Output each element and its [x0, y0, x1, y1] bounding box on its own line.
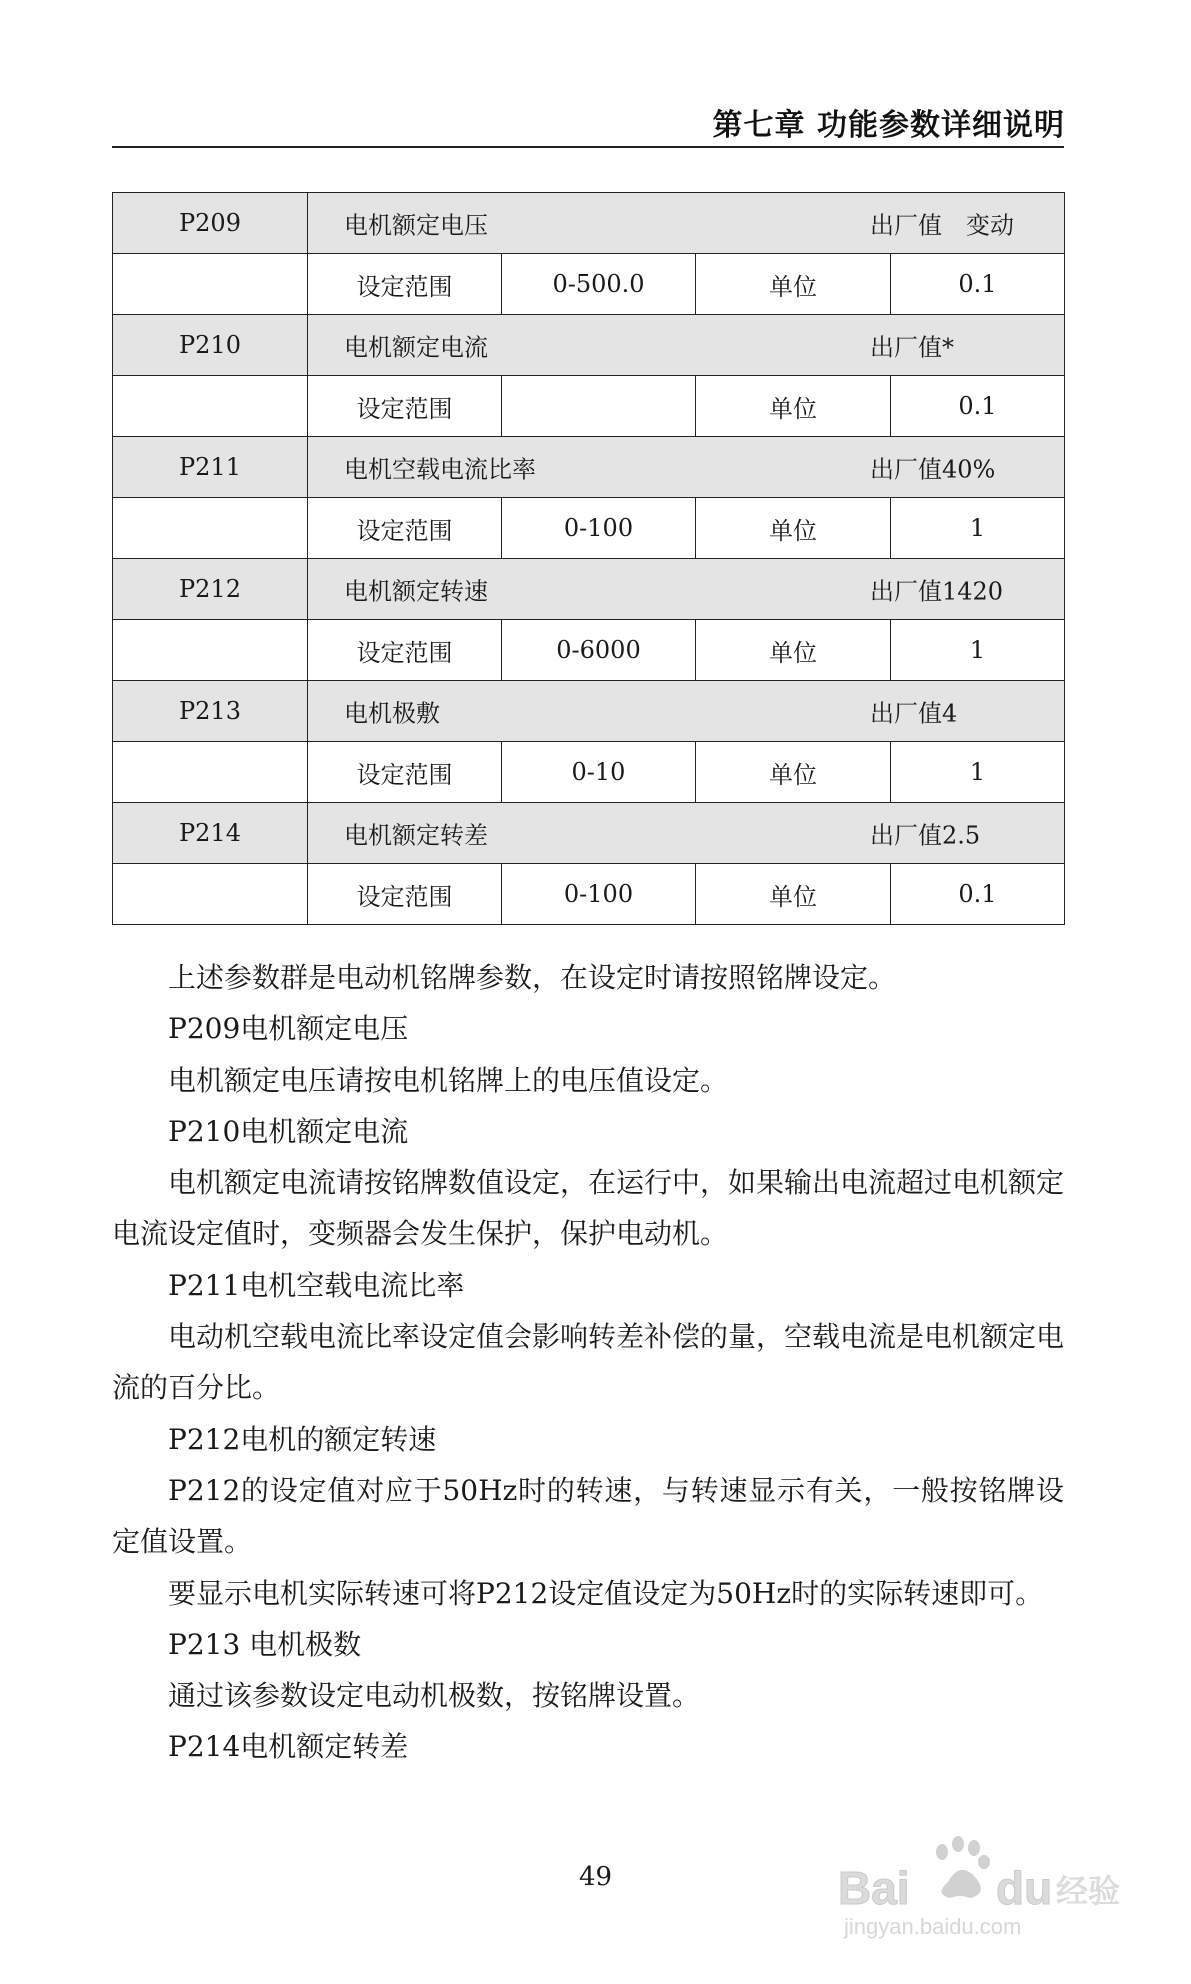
range-label: 设定范围 — [308, 864, 502, 925]
header-rule — [112, 146, 1064, 148]
range-value — [502, 376, 696, 437]
param-code: P213 — [113, 681, 308, 742]
unit-label: 单位 — [696, 254, 891, 315]
param-code: P214 — [113, 803, 308, 864]
param-code: P209 — [113, 193, 308, 254]
param-name-cell — [308, 559, 1065, 620]
range-row-p213 — [113, 742, 1065, 803]
factory-value: 出厂值2.5 — [870, 821, 981, 850]
svg-text:Bai: Bai — [838, 1862, 910, 1914]
param-code: P211 — [113, 437, 308, 498]
unit-value: 0.1 — [891, 864, 1065, 925]
param-name-cell — [308, 437, 1065, 498]
factory-value: 出厂值40% — [870, 455, 996, 484]
param-name: 电机额定电压 — [344, 211, 488, 240]
chapter-title: 第七章 功能参数详细说明 — [712, 108, 1065, 143]
body-paragraph: P212电机的额定转速 — [168, 1422, 437, 1456]
range-row-p210 — [113, 376, 1065, 437]
body-paragraph: 上述参数群是电动机铭牌参数，在设定时请按照铭牌设定。 — [168, 961, 897, 994]
param-row-p209 — [113, 193, 1065, 254]
param-name-cell — [308, 803, 1065, 864]
param-name: 电机额定转速 — [344, 577, 488, 606]
body-paragraph: 要显示电机实际转速可将P212设定值设定为50Hz时的实际转速即可。 — [168, 1576, 1044, 1610]
unit-label: 单位 — [696, 498, 891, 559]
body-paragraph: P213 电机极数 — [168, 1627, 362, 1661]
empty-code-cell — [113, 620, 308, 681]
body-paragraph: P209电机额定电压 — [168, 1012, 409, 1046]
body-paragraph: 电机额定电压请按电机铭牌上的电压值设定。 — [168, 1063, 729, 1097]
param-code: P212 — [113, 559, 308, 620]
body-paragraph: 通过该参数设定电动机极数，按铭牌设置。 — [168, 1679, 701, 1713]
empty-code-cell — [113, 498, 308, 559]
range-row-p211 — [113, 498, 1065, 559]
param-name-cell — [308, 315, 1065, 376]
body-paragraph: P210电机额定电流 — [168, 1114, 409, 1148]
param-row-p213 — [113, 681, 1065, 742]
range-label: 设定范围 — [308, 498, 502, 559]
param-code: P210 — [113, 315, 308, 376]
param-name: 电机空载电流比率 — [344, 455, 536, 484]
range-row-p214 — [113, 864, 1065, 925]
unit-label: 单位 — [696, 376, 891, 437]
range-value: 0-500.0 — [502, 254, 696, 315]
unit-label: 单位 — [696, 742, 891, 803]
factory-value: 出厂值1420 — [870, 577, 1004, 606]
body-paragraph: P211电机空载电流比率 — [168, 1268, 465, 1302]
range-label: 设定范围 — [308, 620, 502, 681]
unit-label: 单位 — [696, 864, 891, 925]
param-name: 电机极敷 — [344, 699, 440, 728]
range-label: 设定范围 — [308, 254, 502, 315]
body-paragraph: P212的设定值对应于50Hz时的转速，与转速显示有关，一般按铭牌设定值设置。 — [112, 1473, 1064, 1559]
range-value: 0-6000 — [502, 620, 696, 681]
factory-value: 出厂值 变动 — [870, 211, 1014, 240]
param-name-cell — [308, 681, 1065, 742]
param-name: 电机额定转差 — [344, 821, 488, 850]
range-value: 0-10 — [502, 742, 696, 803]
unit-value: 0.1 — [891, 254, 1065, 315]
unit-value: 1 — [891, 742, 1065, 803]
range-label: 设定范围 — [308, 742, 502, 803]
body-paragraph: P214电机额定转差 — [168, 1730, 409, 1764]
factory-value: 出厂值4 — [870, 699, 958, 728]
range-row-p209 — [113, 254, 1065, 315]
unit-value: 1 — [891, 498, 1065, 559]
range-row-p212 — [113, 620, 1065, 681]
range-value: 0-100 — [502, 864, 696, 925]
unit-label: 单位 — [696, 620, 891, 681]
unit-value: 0.1 — [891, 376, 1065, 437]
parameter-table — [112, 192, 1065, 925]
svg-text:du: du — [996, 1862, 1053, 1914]
baidu-jingyan-watermark — [838, 1822, 1128, 1942]
svg-text:jingyan.baidu.com: jingyan.baidu.com — [844, 1914, 1022, 1939]
param-name: 电机额定电流 — [344, 333, 488, 362]
unit-value: 1 — [891, 620, 1065, 681]
param-row-p214 — [113, 803, 1065, 864]
empty-code-cell — [113, 376, 308, 437]
body-paragraph: 电动机空载电流比率设定值会影响转差补偿的量，空载电流是电机额定电流的百分比。 — [112, 1320, 1065, 1405]
empty-code-cell — [113, 864, 308, 925]
param-name-cell — [308, 193, 1065, 254]
factory-value: 出厂值* — [870, 333, 954, 362]
svg-text:经验: 经验 — [1056, 1872, 1121, 1910]
param-row-p210 — [113, 315, 1065, 376]
empty-code-cell — [113, 254, 308, 315]
range-value: 0-100 — [502, 498, 696, 559]
empty-code-cell — [113, 742, 308, 803]
page-number: 49 — [578, 1862, 613, 1892]
body-paragraph: 电机额定电流请按铭牌数值设定，在运行中，如果输出电流超过电机额定电流设定值时，变频器会发生保护，保护电动机。 — [112, 1166, 1065, 1251]
range-label: 设定范围 — [308, 376, 502, 437]
param-row-p212 — [113, 559, 1065, 620]
body-text — [112, 952, 1064, 1773]
param-row-p211 — [113, 437, 1065, 498]
